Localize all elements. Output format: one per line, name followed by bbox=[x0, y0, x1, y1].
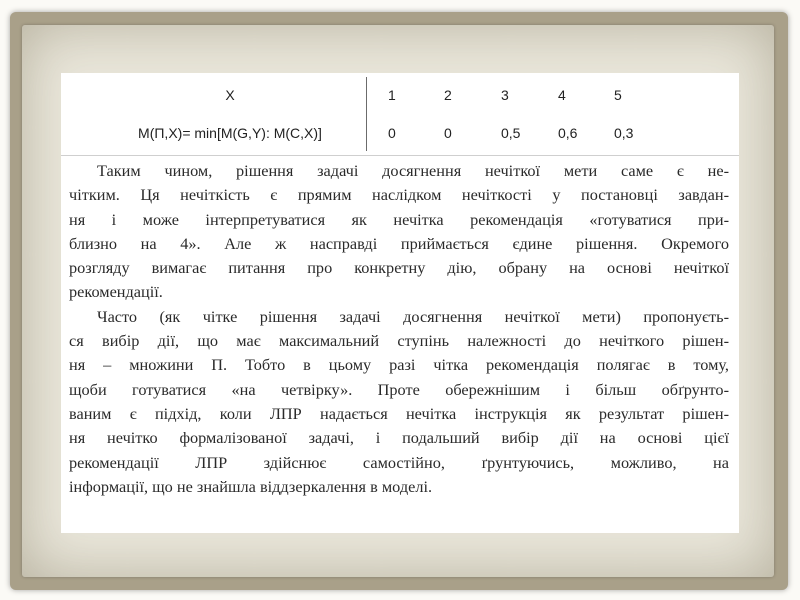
text-line: Часто (як чітке рішення задачі досягнення нечіткої мети) пропонуєть- bbox=[97, 306, 729, 326]
text-line: розгляду вимагає питання про конкретну дію, обрану на основі нечіткої bbox=[69, 258, 729, 278]
table-cell: 0 bbox=[388, 125, 396, 141]
table-divider bbox=[366, 77, 367, 151]
text-line: рекомендації. bbox=[69, 282, 163, 302]
table-cell: 5 bbox=[614, 87, 622, 103]
table-cell: 0,3 bbox=[614, 125, 634, 141]
text-line: ся вибір дії, що має максимальний ступінь належності до нечіткого рішен- bbox=[69, 331, 729, 351]
table-cell: 0,6 bbox=[558, 125, 578, 141]
text-line: щоби готуватися «на четвірку». Проте обережнішим і більш обґрунто- bbox=[69, 379, 729, 399]
table-cell: 4 bbox=[558, 87, 566, 103]
text-line: ваним є підхід, коли ЛПР надається нечітка інструкція як результат рішен- bbox=[69, 403, 729, 423]
section-divider bbox=[61, 155, 739, 156]
table-cell: 2 bbox=[444, 87, 452, 103]
content-panel bbox=[61, 73, 739, 533]
table-cell: 3 bbox=[501, 87, 509, 103]
row-label-membership: M(П,X)= min[M(G,Y): M(C,X)] bbox=[138, 125, 322, 141]
body-text bbox=[69, 159, 729, 499]
text-line: близно на 4». Але ж насправді приймається єдине рішення. Окремого bbox=[69, 233, 729, 253]
table-cell: 0,5 bbox=[501, 125, 521, 141]
text-line: ня – множини П. Тобто в цьому разі чітка рекомендація полягає в тому, bbox=[69, 355, 729, 375]
table-row bbox=[96, 81, 674, 109]
text-line: ня і може інтерпретуватися як нечітка рекомендація «готуватися при- bbox=[69, 209, 729, 229]
text-line: інформації, що не знайшла віддзеркалення в моделі. bbox=[69, 476, 433, 496]
text-line: Таким чином, рішення задачі досягнення нечіткої мети саме є не- bbox=[97, 161, 729, 180]
table-cell: 0 bbox=[444, 125, 452, 141]
table-row bbox=[96, 119, 674, 147]
text-line: ня нечітко формалізованої задачі, і подальший вибір дії на основі цієї bbox=[69, 428, 729, 448]
row-label-x: X bbox=[225, 87, 235, 103]
text-line: рекомендації ЛПР здійснює самостійно, ґрунтуючись, можливо, на bbox=[69, 452, 729, 472]
membership-table bbox=[96, 73, 674, 155]
table-cell: 1 bbox=[388, 87, 396, 103]
text-line: чітким. Ця нечіткість є прямим наслідком нечіткості у постановці завдан- bbox=[69, 185, 729, 205]
